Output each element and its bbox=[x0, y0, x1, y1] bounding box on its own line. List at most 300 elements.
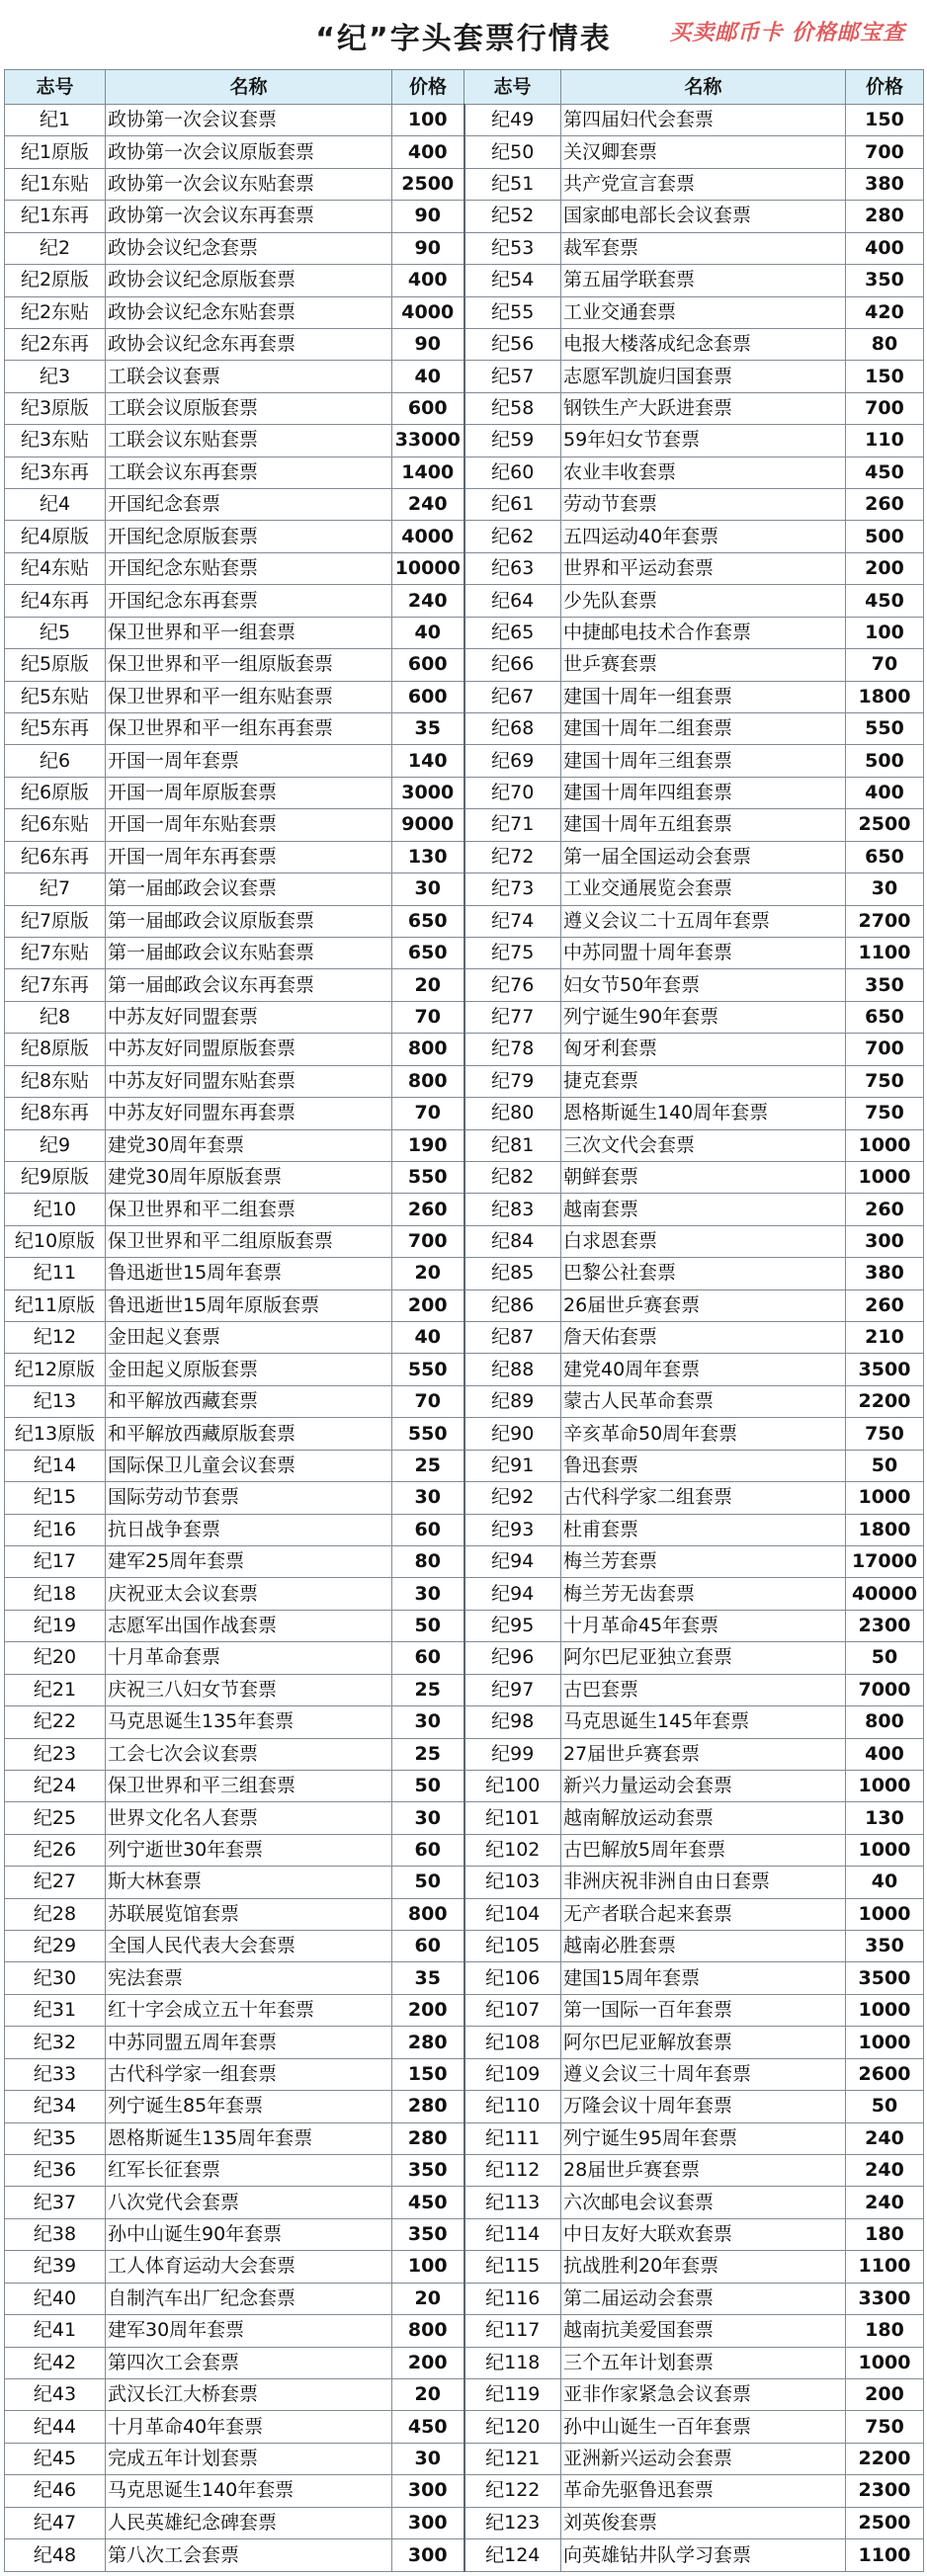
stamp-price: 600 bbox=[392, 392, 464, 424]
stamp-name: 59年妇女节套票 bbox=[561, 425, 846, 457]
stamp-code: 纪115 bbox=[464, 2251, 561, 2283]
stamp-name: 抗日战争套票 bbox=[106, 1514, 392, 1545]
stamp-price: 280 bbox=[392, 2091, 464, 2122]
stamp-price: 550 bbox=[392, 1418, 464, 1450]
stamp-price: 550 bbox=[392, 1354, 464, 1385]
stamp-price: 90 bbox=[392, 232, 464, 264]
stamp-price: 9000 bbox=[392, 809, 464, 841]
stamp-code: 纪50 bbox=[464, 136, 561, 168]
stamp-code: 纪122 bbox=[464, 2475, 561, 2507]
stamp-code: 纪28 bbox=[5, 1898, 106, 1930]
table-row bbox=[5, 2091, 924, 2122]
stamp-code: 纪105 bbox=[464, 1931, 561, 1962]
stamp-name: 世界和平运动套票 bbox=[561, 552, 846, 584]
stamp-price: 30 bbox=[392, 1578, 464, 1610]
stamp-price: 1000 bbox=[846, 1161, 924, 1193]
stamp-price: 700 bbox=[846, 1034, 924, 1065]
stamp-name: 詹天佑套票 bbox=[561, 1322, 846, 1354]
stamp-price: 200 bbox=[846, 2378, 924, 2410]
watermark: 买卖邮币卡 价格邮宝查 bbox=[669, 20, 905, 45]
table-row bbox=[5, 2058, 924, 2090]
stamp-name: 政协会议纪念东再套票 bbox=[106, 328, 392, 360]
stamp-code: 纪99 bbox=[464, 1738, 561, 1770]
stamp-code: 纪36 bbox=[5, 2155, 106, 2187]
stamp-price: 1000 bbox=[846, 1834, 924, 1866]
stamp-code: 纪82 bbox=[464, 1161, 561, 1193]
table-row bbox=[5, 1289, 924, 1321]
table-row bbox=[5, 809, 924, 841]
stamp-name: 庆祝三八妇女节套票 bbox=[106, 1674, 392, 1705]
stamp-price: 70 bbox=[392, 1098, 464, 1129]
stamp-code: 纪5原版 bbox=[5, 649, 106, 681]
stamp-price: 1000 bbox=[846, 1994, 924, 2026]
stamp-name: 开国纪念东贴套票 bbox=[106, 552, 392, 584]
table-row bbox=[5, 873, 924, 905]
stamp-code: 纪8 bbox=[5, 1001, 106, 1033]
table-row bbox=[5, 1867, 924, 1898]
stamp-price: 300 bbox=[392, 2539, 464, 2572]
stamp-name: 八次党代会套票 bbox=[106, 2187, 392, 2218]
stamp-price: 420 bbox=[846, 296, 924, 328]
stamp-price: 280 bbox=[846, 201, 924, 232]
stamp-name: 五四运动40年套票 bbox=[561, 521, 846, 552]
stamp-name: 孙中山诞生90年套票 bbox=[106, 2218, 392, 2250]
stamp-code: 纪86 bbox=[464, 1289, 561, 1321]
stamp-name: 建国15周年套票 bbox=[561, 1962, 846, 1994]
stamp-price: 400 bbox=[392, 265, 464, 296]
stamp-name: 第五届学联套票 bbox=[561, 265, 846, 296]
stamp-name: 阿尔巴尼亚解放套票 bbox=[561, 2027, 846, 2058]
stamp-code: 纪21 bbox=[5, 1674, 106, 1705]
stamp-code: 纪7 bbox=[5, 873, 106, 905]
table-row bbox=[5, 136, 924, 168]
stamp-name: 世乒赛套票 bbox=[561, 649, 846, 681]
stamp-name: 十月革命45年套票 bbox=[561, 1610, 846, 1641]
table-row bbox=[5, 2283, 924, 2314]
table-row bbox=[5, 2443, 924, 2474]
stamp-code: 纪64 bbox=[464, 585, 561, 617]
stamp-name: 建党30周年套票 bbox=[106, 1129, 392, 1161]
stamp-code: 纪7原版 bbox=[5, 905, 106, 937]
stamp-price: 1100 bbox=[846, 2539, 924, 2572]
stamp-name: 马克思诞生140年套票 bbox=[106, 2475, 392, 2507]
stamp-code: 纪23 bbox=[5, 1738, 106, 1770]
stamp-code: 纪2东贴 bbox=[5, 296, 106, 328]
stamp-price: 33000 bbox=[392, 425, 464, 457]
stamp-name: 古代科学家一组套票 bbox=[106, 2058, 392, 2090]
stamp-price: 3000 bbox=[392, 777, 464, 808]
stamp-name: 斯大林套票 bbox=[106, 1867, 392, 1898]
stamp-code: 纪26 bbox=[5, 1834, 106, 1866]
stamp-name: 建国十周年三组套票 bbox=[561, 745, 846, 777]
stamp-price: 90 bbox=[392, 201, 464, 232]
table-row bbox=[5, 2122, 924, 2154]
table-row bbox=[5, 265, 924, 296]
stamp-code: 纪2东再 bbox=[5, 328, 106, 360]
table-row bbox=[5, 1385, 924, 1417]
stamp-name: 第四次工会套票 bbox=[106, 2347, 392, 2378]
table-row bbox=[5, 2315, 924, 2347]
stamp-name: 志愿军凯旋归国套票 bbox=[561, 361, 846, 392]
stamp-name: 第一届邮政会议套票 bbox=[106, 873, 392, 905]
stamp-name: 保卫世界和平三组套票 bbox=[106, 1770, 392, 1801]
table-row bbox=[5, 2027, 924, 2058]
stamp-code: 纪10原版 bbox=[5, 1225, 106, 1257]
stamp-code: 纪31 bbox=[5, 1994, 106, 2026]
stamp-price: 650 bbox=[392, 905, 464, 937]
table-row bbox=[5, 681, 924, 712]
stamp-name: 金田起义套票 bbox=[106, 1322, 392, 1354]
stamp-price: 200 bbox=[392, 1289, 464, 1321]
stamp-price: 35 bbox=[392, 1962, 464, 1994]
table-row bbox=[5, 296, 924, 328]
table-body bbox=[5, 105, 924, 2572]
stamp-name: 政协第一次会议套票 bbox=[106, 105, 392, 136]
stamp-code: 纪40 bbox=[5, 2283, 106, 2314]
stamp-price: 4000 bbox=[392, 296, 464, 328]
stamp-name: 中苏同盟十周年套票 bbox=[561, 937, 846, 968]
stamp-name: 保卫世界和平一组东贴套票 bbox=[106, 681, 392, 712]
stamp-name: 三次文代会套票 bbox=[561, 1129, 846, 1161]
stamp-code: 纪4 bbox=[5, 489, 106, 521]
stamp-price: 25 bbox=[392, 1674, 464, 1705]
stamp-code: 纪11原版 bbox=[5, 1289, 106, 1321]
stamp-price: 130 bbox=[846, 1802, 924, 1834]
table-row bbox=[5, 1898, 924, 1930]
stamp-price: 20 bbox=[392, 1258, 464, 1289]
stamp-code: 纪9 bbox=[5, 1129, 106, 1161]
stamp-code: 纪98 bbox=[464, 1706, 561, 1738]
stamp-code: 纪88 bbox=[464, 1354, 561, 1385]
stamp-name: 中苏友好同盟东贴套票 bbox=[106, 1065, 392, 1097]
stamp-name: 抗战胜利20年套票 bbox=[561, 2251, 846, 2283]
stamp-name: 巴黎公社套票 bbox=[561, 1258, 846, 1289]
stamp-name: 列宁逝世30年套票 bbox=[106, 1834, 392, 1866]
stamp-name: 妇女节50年套票 bbox=[561, 969, 846, 1001]
stamp-price: 600 bbox=[392, 649, 464, 681]
stamp-price: 800 bbox=[392, 1065, 464, 1097]
stamp-price: 2700 bbox=[846, 905, 924, 937]
stamp-code: 纪71 bbox=[464, 809, 561, 841]
table-row bbox=[5, 905, 924, 937]
stamp-price: 60 bbox=[392, 1834, 464, 1866]
stamp-price: 210 bbox=[846, 1322, 924, 1354]
stamp-name: 工联会议套票 bbox=[106, 361, 392, 392]
stamp-code: 纪49 bbox=[464, 105, 561, 136]
table-row bbox=[5, 1802, 924, 1834]
header-row bbox=[5, 70, 924, 105]
table-row bbox=[5, 521, 924, 552]
stamp-code: 纪32 bbox=[5, 2027, 106, 2058]
stamp-code: 纪2 bbox=[5, 232, 106, 264]
stamp-code: 纪103 bbox=[464, 1867, 561, 1898]
stamp-code: 纪20 bbox=[5, 1642, 106, 1674]
stamp-code: 纪55 bbox=[464, 296, 561, 328]
stamp-code: 纪97 bbox=[464, 1674, 561, 1705]
stamp-code: 纪2原版 bbox=[5, 265, 106, 296]
stamp-name: 共产党宣言套票 bbox=[561, 168, 846, 200]
stamp-price: 90 bbox=[392, 328, 464, 360]
stamp-name: 恩格斯诞生135周年套票 bbox=[106, 2122, 392, 2154]
stamp-name: 第一届全国运动会套票 bbox=[561, 841, 846, 873]
stamp-code: 纪43 bbox=[5, 2378, 106, 2410]
stamp-code: 纪42 bbox=[5, 2347, 106, 2378]
stamp-code: 纪8东贴 bbox=[5, 1065, 106, 1097]
stamp-code: 纪5东再 bbox=[5, 713, 106, 745]
stamp-price: 350 bbox=[846, 969, 924, 1001]
stamp-code: 纪6 bbox=[5, 745, 106, 777]
stamp-code: 纪8东再 bbox=[5, 1098, 106, 1129]
stamp-name: 世界文化名人套票 bbox=[106, 1802, 392, 1834]
stamp-name: 中苏友好同盟原版套票 bbox=[106, 1034, 392, 1065]
stamp-name: 中捷邮电技术合作套票 bbox=[561, 617, 846, 648]
stamp-name: 红军长征套票 bbox=[106, 2155, 392, 2187]
stamp-code: 纪117 bbox=[464, 2315, 561, 2347]
stamp-code: 纪41 bbox=[5, 2315, 106, 2347]
table-row bbox=[5, 1065, 924, 1097]
stamp-code: 纪69 bbox=[464, 745, 561, 777]
stamp-name: 捷克套票 bbox=[561, 1065, 846, 1097]
stamp-code: 纪110 bbox=[464, 2091, 561, 2122]
stamp-code: 纪94 bbox=[464, 1578, 561, 1610]
stamp-name: 和平解放西藏原版套票 bbox=[106, 1418, 392, 1450]
stamp-price: 800 bbox=[846, 1706, 924, 1738]
stamp-name: 第一届邮政会议原版套票 bbox=[106, 905, 392, 937]
table-row bbox=[5, 1258, 924, 1289]
stamp-code: 纪80 bbox=[464, 1098, 561, 1129]
table-row bbox=[5, 2218, 924, 2250]
stamp-price: 60 bbox=[392, 1514, 464, 1545]
stamp-code: 纪109 bbox=[464, 2058, 561, 2090]
table-row bbox=[5, 1578, 924, 1610]
stamp-name: 27届世乒赛套票 bbox=[561, 1738, 846, 1770]
stamp-code: 纪111 bbox=[464, 2122, 561, 2154]
stamp-price: 100 bbox=[392, 105, 464, 136]
stamp-name: 第一届邮政会议东贴套票 bbox=[106, 937, 392, 968]
stamp-price: 30 bbox=[392, 1482, 464, 1514]
stamp-name: 国家邮电部长会议套票 bbox=[561, 201, 846, 232]
stamp-price: 240 bbox=[392, 585, 464, 617]
table-row bbox=[5, 2411, 924, 2443]
table-row bbox=[5, 2475, 924, 2507]
stamp-name: 政协会议纪念套票 bbox=[106, 232, 392, 264]
stamp-name: 金田起义原版套票 bbox=[106, 1354, 392, 1385]
stamp-price: 130 bbox=[392, 841, 464, 873]
stamp-price: 80 bbox=[392, 1545, 464, 1577]
stamp-code: 纪116 bbox=[464, 2283, 561, 2314]
stamp-code: 纪107 bbox=[464, 1994, 561, 2026]
stamp-code: 纪92 bbox=[464, 1482, 561, 1514]
stamp-code: 纪89 bbox=[464, 1385, 561, 1417]
stamp-name: 向英雄钻井队学习套票 bbox=[561, 2539, 846, 2572]
stamp-price: 150 bbox=[846, 361, 924, 392]
stamp-code: 纪13 bbox=[5, 1385, 106, 1417]
header-code: 志号 bbox=[464, 70, 561, 105]
stamp-name: 钢铁生产大跃进套票 bbox=[561, 392, 846, 424]
stamp-name: 鲁迅套票 bbox=[561, 1450, 846, 1481]
stamp-code: 纪95 bbox=[464, 1610, 561, 1641]
stamp-code: 纪123 bbox=[464, 2507, 561, 2538]
stamp-name: 开国一周年东贴套票 bbox=[106, 809, 392, 841]
stamp-name: 工业交通展览会套票 bbox=[561, 873, 846, 905]
stamp-name: 亚非作家紧急会议套票 bbox=[561, 2378, 846, 2410]
stamp-code: 纪120 bbox=[464, 2411, 561, 2443]
stamp-code: 纪87 bbox=[464, 1322, 561, 1354]
stamp-name: 蒙古人民革命套票 bbox=[561, 1385, 846, 1417]
stamp-price: 750 bbox=[846, 1098, 924, 1129]
stamp-code: 纪46 bbox=[5, 2475, 106, 2507]
stamp-code: 纪90 bbox=[464, 1418, 561, 1450]
stamp-name: 非洲庆祝非洲自由日套票 bbox=[561, 1867, 846, 1898]
table-row bbox=[5, 1161, 924, 1193]
stamp-code: 纪74 bbox=[464, 905, 561, 937]
table-row bbox=[5, 1129, 924, 1161]
stamp-name: 第八次工会套票 bbox=[106, 2539, 392, 2572]
stamp-code: 纪7东贴 bbox=[5, 937, 106, 968]
stamp-name: 26届世乒赛套票 bbox=[561, 1289, 846, 1321]
stamp-code: 纪1东贴 bbox=[5, 168, 106, 200]
table-row bbox=[5, 2251, 924, 2283]
stamp-price: 400 bbox=[392, 136, 464, 168]
stamp-code: 纪73 bbox=[464, 873, 561, 905]
stamp-code: 纪102 bbox=[464, 1834, 561, 1866]
stamp-name: 六次邮电会议套票 bbox=[561, 2187, 846, 2218]
stamp-name: 国际劳动节套票 bbox=[106, 1482, 392, 1514]
stamp-price: 70 bbox=[392, 1385, 464, 1417]
stamp-code: 纪81 bbox=[464, 1129, 561, 1161]
stamp-price: 20 bbox=[392, 969, 464, 1001]
stamp-name: 建军25周年套票 bbox=[106, 1545, 392, 1577]
stamp-name: 电报大楼落成纪念套票 bbox=[561, 328, 846, 360]
table-row bbox=[5, 1994, 924, 2026]
stamp-code: 纪48 bbox=[5, 2539, 106, 2572]
stamp-name: 匈牙利套票 bbox=[561, 1034, 846, 1065]
table-row bbox=[5, 1194, 924, 1225]
stamp-name: 鲁迅逝世15周年套票 bbox=[106, 1258, 392, 1289]
stamp-price: 2200 bbox=[846, 2443, 924, 2474]
stamp-price: 70 bbox=[392, 1001, 464, 1033]
stamp-price: 1000 bbox=[846, 2347, 924, 2378]
stamp-price: 150 bbox=[392, 2058, 464, 2090]
stamp-price: 800 bbox=[392, 2315, 464, 2347]
stamp-price: 2500 bbox=[846, 809, 924, 841]
stamp-name: 保卫世界和平一组套票 bbox=[106, 617, 392, 648]
stamp-price: 300 bbox=[392, 2507, 464, 2538]
stamp-name: 宪法套票 bbox=[106, 1962, 392, 1994]
stamp-code: 纪47 bbox=[5, 2507, 106, 2538]
stamp-code: 纪3原版 bbox=[5, 392, 106, 424]
stamp-code: 纪14 bbox=[5, 1450, 106, 1481]
stamp-price: 500 bbox=[846, 521, 924, 552]
stamp-code: 纪1东再 bbox=[5, 201, 106, 232]
stamp-code: 纪113 bbox=[464, 2187, 561, 2218]
stamp-price: 260 bbox=[846, 1194, 924, 1225]
stamp-price: 1800 bbox=[846, 1514, 924, 1545]
stamp-code: 纪79 bbox=[464, 1065, 561, 1097]
stamp-code: 纪94 bbox=[464, 1545, 561, 1577]
stamp-price: 25 bbox=[392, 1450, 464, 1481]
stamp-price: 1800 bbox=[846, 681, 924, 712]
table-row bbox=[5, 2347, 924, 2378]
stamp-code: 纪3东贴 bbox=[5, 425, 106, 457]
stamp-price: 35 bbox=[392, 713, 464, 745]
stamp-code: 纪6东再 bbox=[5, 841, 106, 873]
stamp-code: 纪75 bbox=[464, 937, 561, 968]
stamp-price: 550 bbox=[846, 713, 924, 745]
stamp-price: 30 bbox=[392, 873, 464, 905]
stamp-name: 全国人民代表大会套票 bbox=[106, 1931, 392, 1962]
stamp-name: 越南必胜套票 bbox=[561, 1931, 846, 1962]
stamp-code: 纪27 bbox=[5, 1867, 106, 1898]
stamp-price: 650 bbox=[846, 841, 924, 873]
stamp-price: 400 bbox=[846, 1738, 924, 1770]
stamp-price: 350 bbox=[392, 2155, 464, 2187]
stamp-name: 农业丰收套票 bbox=[561, 457, 846, 488]
table-row bbox=[5, 457, 924, 488]
stamp-name: 古巴套票 bbox=[561, 1674, 846, 1705]
stamp-name: 裁军套票 bbox=[561, 232, 846, 264]
stamp-code: 纪3 bbox=[5, 361, 106, 392]
stamp-code: 纪30 bbox=[5, 1962, 106, 1994]
page-title: “纪”字头套票行情表 bbox=[315, 22, 612, 56]
stamp-name: 鲁迅逝世15周年原版套票 bbox=[106, 1289, 392, 1321]
stamp-code: 纪57 bbox=[464, 361, 561, 392]
table-row bbox=[5, 937, 924, 968]
stamp-name: 关汉卿套票 bbox=[561, 136, 846, 168]
stamp-name: 越南套票 bbox=[561, 1194, 846, 1225]
stamp-price: 260 bbox=[846, 489, 924, 521]
stamp-name: 十月革命套票 bbox=[106, 1642, 392, 1674]
stamp-price: 2300 bbox=[846, 1610, 924, 1641]
stamp-name: 自制汽车出厂纪念套票 bbox=[106, 2283, 392, 2314]
stamp-name: 人民英雄纪念碑套票 bbox=[106, 2507, 392, 2538]
stamp-code: 纪119 bbox=[464, 2378, 561, 2410]
stamp-price: 30 bbox=[846, 873, 924, 905]
stamp-name: 白求恩套票 bbox=[561, 1225, 846, 1257]
stamp-price: 700 bbox=[846, 392, 924, 424]
stamp-code: 纪59 bbox=[464, 425, 561, 457]
stamp-name: 梅兰芳无齿套票 bbox=[561, 1578, 846, 1610]
stamp-price: 200 bbox=[392, 1994, 464, 2026]
stamp-price: 60 bbox=[392, 1642, 464, 1674]
table-row bbox=[5, 1931, 924, 1962]
stamp-name: 阿尔巴尼亚独立套票 bbox=[561, 1642, 846, 1674]
table-row bbox=[5, 1642, 924, 1674]
stamp-name: 政协第一次会议东贴套票 bbox=[106, 168, 392, 200]
stamp-name: 工联会议东贴套票 bbox=[106, 425, 392, 457]
stamp-name: 杜甫套票 bbox=[561, 1514, 846, 1545]
stamp-name: 红十字会成立五十年套票 bbox=[106, 1994, 392, 2026]
stamp-code: 纪16 bbox=[5, 1514, 106, 1545]
stamp-price: 110 bbox=[846, 425, 924, 457]
stamp-code: 纪65 bbox=[464, 617, 561, 648]
stamp-name: 工联会议东再套票 bbox=[106, 457, 392, 488]
table-row bbox=[5, 1962, 924, 1994]
stamp-price: 3300 bbox=[846, 2283, 924, 2314]
stamp-name: 建军30周年套票 bbox=[106, 2315, 392, 2347]
table-row bbox=[5, 2155, 924, 2187]
stamp-code: 纪104 bbox=[464, 1898, 561, 1930]
stamp-code: 纪6东贴 bbox=[5, 809, 106, 841]
stamp-code: 纪22 bbox=[5, 1706, 106, 1738]
stamp-code: 纪1原版 bbox=[5, 136, 106, 168]
stamp-code: 纪72 bbox=[464, 841, 561, 873]
stamp-code: 纪35 bbox=[5, 2122, 106, 2154]
stamp-code: 纪54 bbox=[464, 265, 561, 296]
stamp-price: 2500 bbox=[846, 2507, 924, 2538]
stamp-name: 梅兰芳套票 bbox=[561, 1545, 846, 1577]
stamp-code: 纪112 bbox=[464, 2155, 561, 2187]
